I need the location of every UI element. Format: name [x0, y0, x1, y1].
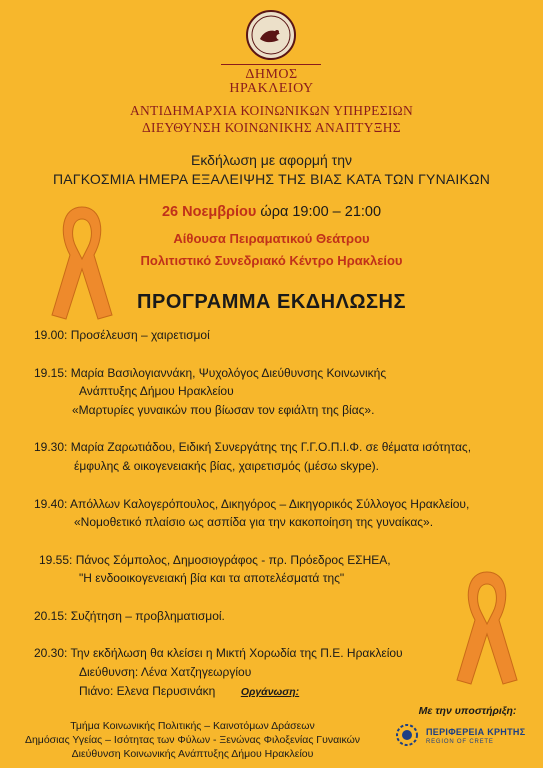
- program-line: 19.30: Μαρία Ζαρωτιάδου, Ειδική Συνεργάτης της Γ.Γ.Ο.Π.Ι.Φ. σε θέματα ισότητας,: [34, 440, 472, 454]
- program-line: 19.15: Μαρία Βασιλογιαννάκη, Ψυχολόγος Διεύθυνσης Κοινωνικής: [34, 366, 387, 380]
- organizer-line: Δημόσιας Υγείας – Ισότητας των Φύλων - Ξενώνας Φιλοξενίας Γυναικών: [24, 734, 361, 746]
- venue-line2: Πολιτιστικό Συνεδριακό Κέντρο Ηρακλείου: [140, 253, 403, 268]
- organizer-line: Τμήμα Κοινωνικής Πολιτικής – Καινοτόμων Δράσεων: [70, 720, 315, 732]
- venue-line1: Αίθουσα Πειραματικού Θεάτρου: [173, 231, 370, 246]
- region-subtitle: REGION OF CRETE: [426, 739, 494, 745]
- support-heading: Με την υποστήριξη:: [418, 705, 517, 717]
- region-crest-icon: [395, 723, 419, 747]
- organizers-heading: Οργάνωση:: [240, 686, 300, 698]
- event-date: 26 Νοεμβρίου: [161, 204, 257, 220]
- program-line: έμφυλης & οικογενειακής βίας, χαιρετισμός (μέσω skype).: [74, 459, 379, 473]
- program-line: Ανάπτυξης Δήμου Ηρακλείου: [79, 384, 234, 398]
- municipality-name-line2: ΗΡΑΚΛΕΙΟΥ: [229, 81, 314, 96]
- program-line: «Μαρτυρίες γυναικών που βίωσαν τον εφιάλτη της βίας».: [72, 403, 375, 417]
- event-title: ΠΑΓΚΟΣΜΙΑ ΗΜΕΡΑ ΕΞΑΛΕΙΨΗΣ ΤΗΣ ΒΙΑΣ ΚΑΤΑ ΤΩΝ ΓΥΝΑΙΚΩΝ: [52, 171, 491, 187]
- event-intro: Εκδήλωση με αφορμή την: [191, 152, 352, 168]
- program-line: 20.30: Την εκδήλωση θα κλείσει η Μικτή Χορωδία της Π.Ε. Ηρακλείου: [34, 646, 403, 660]
- program-line: 19.40: Απόλλων Καλογερόπουλος, Δικηγόρος – Δικηγορικός Σύλλογος Ηρακλείου,: [34, 497, 470, 511]
- program-line: 20.15: Συζήτηση – προβληματισμοί.: [34, 609, 225, 623]
- region-name: ΠΕΡΙΦΕΡΕΙΑ ΚΡΗΤΗΣ: [426, 727, 526, 737]
- program-line: «Νομοθετικό πλαίσιο ως ασπίδα για την κακοποίηση της γυναίκας».: [74, 515, 434, 529]
- municipality-name-line1: ΔΗΜΟΣ: [245, 67, 298, 82]
- event-time: ώρα 19:00 – 21:00: [256, 204, 382, 220]
- program-line: Διεύθυνση: Λένα Χατζηγεωργίου: [79, 665, 252, 679]
- logo-divider: [221, 64, 321, 65]
- program-line: 19.00: Προσέλευση – χαιρετισμοί: [34, 328, 210, 342]
- program-line: 19.55: Πάνος Σόμπολος, Δημοσιογράφος - πρ. Πρόεδρος ΕΣΗΕΑ,: [39, 553, 391, 567]
- municipality-seal-icon: [246, 10, 296, 60]
- department-line1: ΑΝΤΙΔΗΜΑΡΧΙΑ ΚΟΙΝΩΝΙΚΩΝ ΥΠΗΡΕΣΙΩΝ: [129, 103, 414, 118]
- organizer-line: Διεύθυνση Κοινωνικής Ανάπτυξης Δήμου Ηρακλείου: [71, 748, 314, 760]
- awareness-ribbon-icon: [450, 568, 524, 688]
- department-line2: ΔΙΕΥΘΥΝΣΗ ΚΟΙΝΩΝΙΚΗΣ ΑΝΑΠΤΥΞΗΣ: [142, 120, 401, 135]
- program-line: Πιάνο: Ελενα Περυσινάκη: [79, 684, 216, 698]
- program-line: "Η ενδοοικογενειακή βία και τα αποτελέσματά της": [79, 571, 345, 585]
- program-heading: ΠΡΟΓΡΑΜΜΑ ΕΚΔΗΛΩΣΗΣ: [137, 291, 406, 313]
